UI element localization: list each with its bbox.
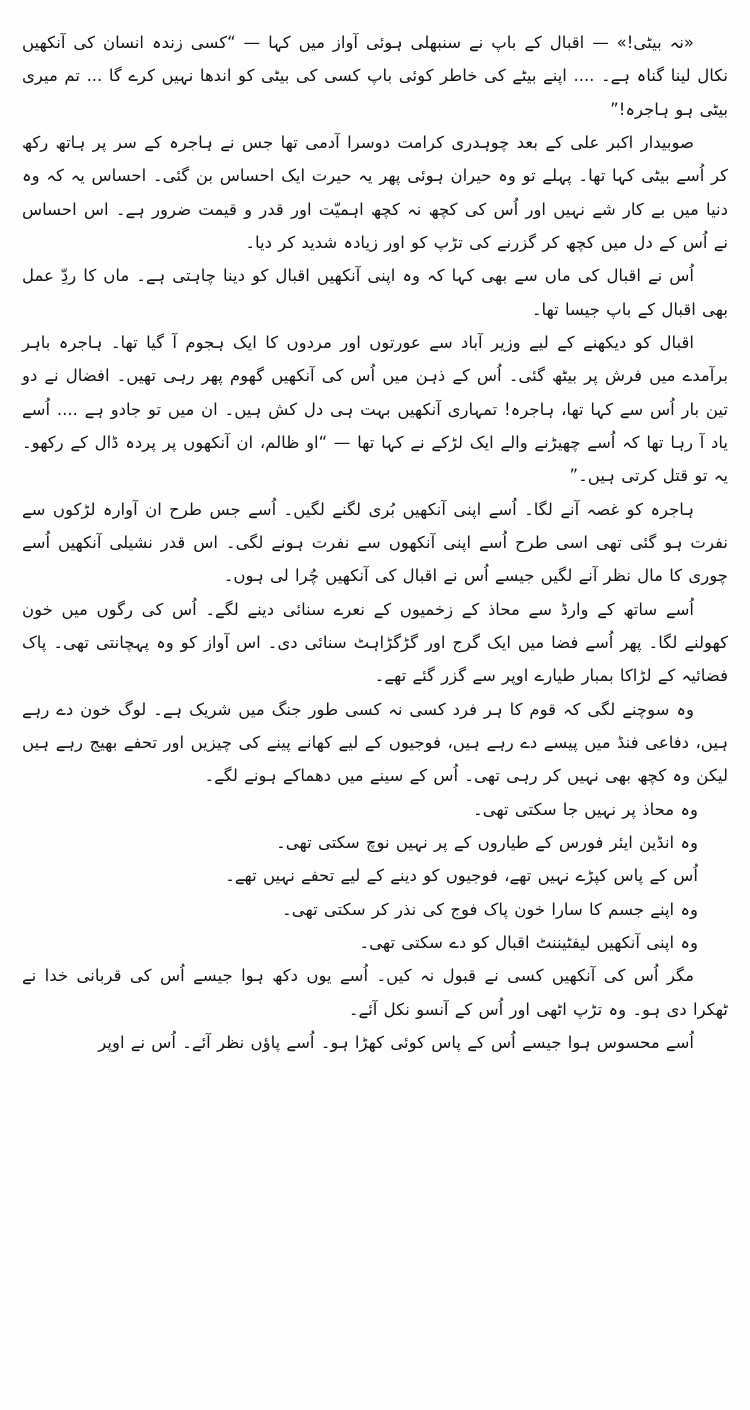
line-give-blood: وہ اپنے جسم کا سارا خون پاک فوج کی نذر کر سکتی تھی۔: [282, 899, 698, 919]
line-give-eyes: وہ اپنی آنکھیں لیفٹیننٹ اقبال کو دے سکتی تھی۔: [359, 932, 698, 952]
paragraph-hajra-anger: ہاجرہ کو غصہ آنے لگا۔ اُسے اپنی آنکھیں بُری لگنے لگیں۔ اُسے جس طرح ان آوارہ لڑکوں سے نفرت ہو گئی تھی اسی طرح اُسے اپنی آنکھوں سے نفرت ہونے لگی۔ اس قدر نشیلی آنکھیں اُسے چوری کا مال نظر آنے لگیں جیسے اُس نے اقبال کی آنکھیں چُرا لی ہوں۔: [22, 499, 728, 586]
paragraph-someone-standing: اُسے محسوس ہوا جیسے اُس کے پاس کوئی کھڑا ہو۔ اُسے پاؤں نظر آئے۔ اُس نے اوپر: [98, 1032, 694, 1052]
line-indian-airforce: وہ انڈین ایئر فورس کے طیاروں کے پر نہیں نوچ سکتی تھی۔: [276, 832, 698, 852]
paragraph-nation-at-war: وہ سوچنے لگی کہ قوم کا ہر فرد کسی نہ کسی طور جنگ میں شریک ہے۔ لوگ خون دے رہے ہیں، دفاعی فنڈ میں پیسے دے رہے ہیں، فوجیوں کے لیے کھانے پینے کی چیزیں اور تحفے بھیج رہے ہیں لیکن وہ کچھ بھی نہیں کر رہی تھی۔ اُس کے سینے میں دھماکے ہونے لگے۔: [22, 699, 728, 786]
paragraph-chaudhry-karamat: صوبیدار اکبر علی کے بعد چوہدری کرامت دوسرا آدمی تھا جس نے ہاجرہ کے سر پر ہاتھ رکھ کر اُسے بیٹی کہا تھا۔ پہلے تو وہ حیران ہوئی پھر یہ حیرت ایک احساس بن گئی۔ احساس یہ کہ وہ دنیا میں بے کار شے نہیں اور اُس کی کچھ نہ کچھ اہمیّت اور قدر و قیمت ضرور ہے۔ اس احساس نے اُس کے دل میں کچھ کر گزرنے کی تڑپ کو اور زیادہ شدید کر دیا۔: [22, 132, 728, 252]
paragraph-ward-slogans: اُسے ساتھ کے وارڈ سے محاذ کے زخمیوں کے نعرے سنائی دینے لگے۔ اُس کی رگوں میں خون کھولنے لگا۔ پھر اُسے فضا میں ایک گرج اور گڑگڑاہٹ سنائی دی۔ اس آواز کو وہ پہچانتی تھی۔ پاک فضائیہ کے لڑاکا بمبار طیارے اوپر سے گزر گئے تھے۔: [22, 599, 728, 686]
paragraph-sacrifice-rejected: مگر اُس کی آنکھیں کسی نے قبول نہ کیں۔ اُسے یوں دکھ ہوا جیسے اُس کی قربانی خدا نے ٹھکرا دی ہو۔ وہ تڑپ اٹھی اور اُس کے آنسو نکل آئے۔: [22, 966, 728, 1019]
paragraph-mother-reaction: اُس نے اقبال کی ماں سے بھی کہا کہ وہ اپنی آنکھیں اقبال کو دینا چاہتی ہے۔ ماں کا ردِّ عمل بھی اقبال کے باپ جیسا تھا۔: [22, 266, 728, 319]
line-cannot-go-to-front: وہ محاذ پر نہیں جا سکتی تھی۔: [473, 799, 698, 819]
paragraph-dialogue-father: «نہ بیٹی!» — اقبال کے باپ نے سنبھلی ہوئی آواز میں کہا — “کسی زندہ انسان کی آنکھیں نکال لینا گناہ ہے۔ .... اپنے بیٹے کی خاطر کوئی باپ کسی کی بیٹی کو اندھا نہیں کرے گا ... تم میری بیٹی ہو ہاجرہ!”: [22, 33, 728, 119]
paragraph-crowd-wazirabad: اقبال کو دیکھنے کے لیے وزیر آباد سے عورتوں اور مردوں کا ایک ہجوم آ گیا تھا۔ ہاجرہ باہر برآمدے میں فرش پر بیٹھ گئی۔ اُس کے ذہن میں اُس کی آنکھیں گھوم پھر رہی تھیں۔ افضال نے دو تین بار اُس سے کہا تھا، ہاجرہ! تمہاری آنکھیں بہت ہی دل کش ہیں۔ ان میں تو جادو ہے .... اُسے یاد آ رہا تھا کہ اُسے چھیڑنے والے ایک لڑکے نے کہا تھا — “او ظالم، ان آنکھوں پر پردہ ڈال کے رکھو۔ یہ تو قتل کرتی ہیں۔”: [22, 332, 728, 486]
line-no-gifts: اُس کے پاس کپڑے نہیں تھے، فوجیوں کو دینے کے لیے تحفے نہیں تھے۔: [225, 866, 698, 886]
